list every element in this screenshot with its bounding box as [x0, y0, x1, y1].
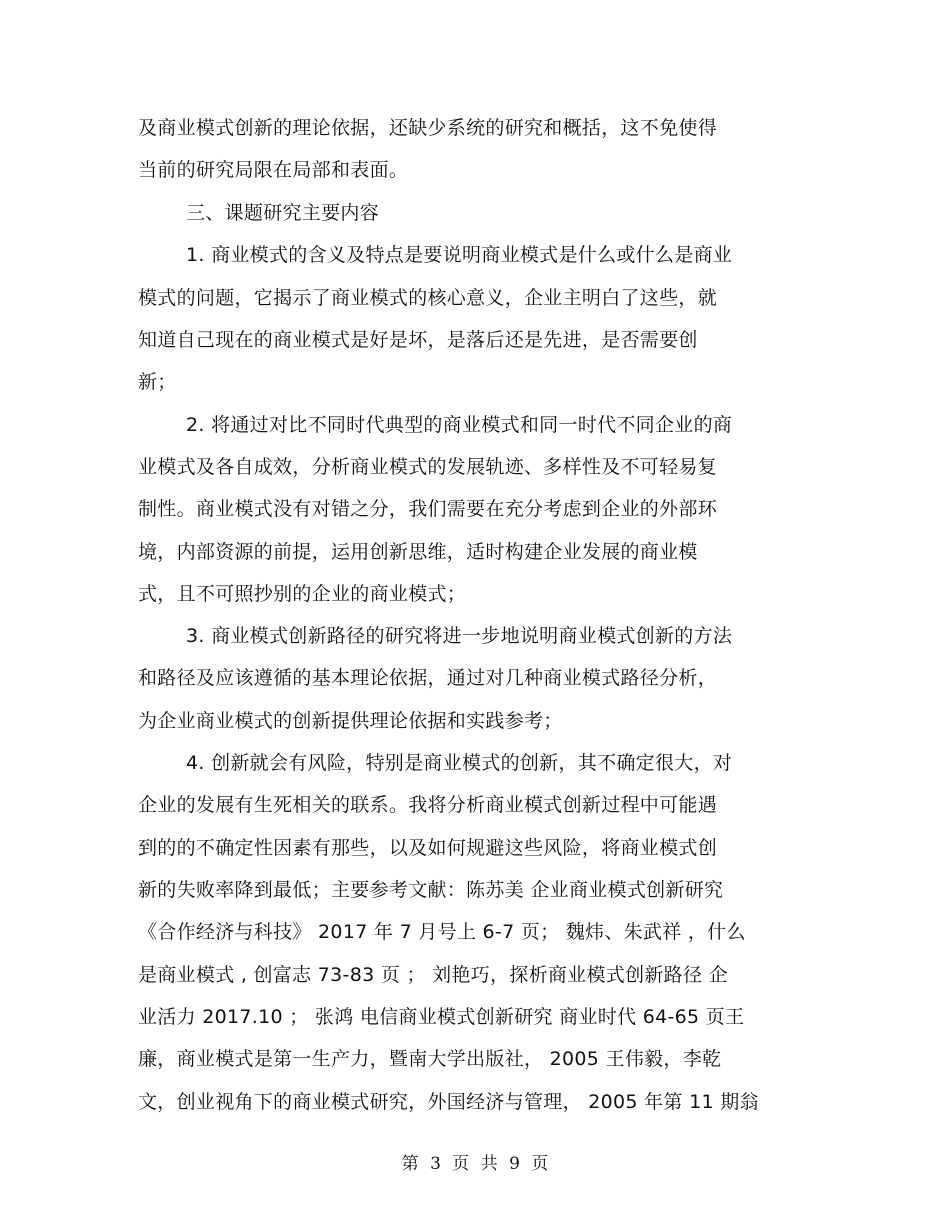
paragraph-line-11: 境，内部资源的前提，运用创新思维，适时构建企业发展的商业模 [138, 541, 698, 563]
paragraph-line-4: 1. 商业模式的含义及特点是要说明商业模式是什么或什么是商业 [186, 244, 733, 266]
paragraph-line-2: 当前的研究局限在局部和表面。 [138, 159, 409, 181]
paragraph-line-6: 知道自己现在的商业模式是好是坏，是落后还是先进，是否需要创 [138, 329, 698, 351]
paragraph-line-19: 新的失败率降到最低；主要参考文献：陈苏美 企业商业模式创新研究 [138, 879, 724, 901]
paragraph-line-12: 式，且不可照抄别的企业的商业模式； [138, 583, 467, 605]
paragraph-line-1: 及商业模式创新的理论依据，还缺少系统的研究和概括，这不免使得 [138, 117, 718, 139]
paragraph-line-21: 是商业模式 , 创富志 73-83 页 ； 刘艳巧，探析商业模式创新路径 企 [138, 964, 728, 986]
paragraph-line-15: 为企业商业模式的创新提供理论依据和实践参考； [138, 710, 563, 732]
paragraph-line-14: 和路径及应该遵循的基本理论依据，通过对几种商业模式路径分析， [138, 667, 718, 689]
paragraph-line-20: 《合作经济与科技》 2017 年 7 月号上 6-7 页； 魏炜、朱武祥 ，什么 [138, 921, 746, 943]
paragraph-line-9: 业模式及各自成效，分析商业模式的发展轨迹、多样性及不可轻易复 [138, 456, 718, 478]
paragraph-line-17: 企业的发展有生死相关的联系。我将分析商业模式创新过程中可能遇 [138, 794, 718, 816]
paragraph-line-5: 模式的问题，它揭示了商业模式的核心意义，企业主明白了这些，就 [138, 287, 718, 309]
paragraph-line-22: 业活力 2017.10 ； 张鸿 电信商业模式创新研究 商业时代 64-65 页王 [138, 1006, 745, 1028]
paragraph-line-8: 2. 将通过对比不同时代典型的商业模式和同一时代不同企业的商 [186, 414, 733, 436]
paragraph-line-13: 3. 商业模式创新路径的研究将进一步地说明商业模式创新的方法 [186, 625, 733, 647]
paragraph-line-23: 廉，商业模式是第一生产力，暨南大学出版社， 2005 王伟毅，李乾 [138, 1048, 722, 1070]
paragraph-line-16: 4. 创新就会有风险，特别是商业模式的创新，其不确定很大，对 [186, 752, 733, 774]
paragraph-line-24: 文，创业视角下的商业模式研究，外国经济与管理， 2005 年第 11 期翁 [138, 1091, 759, 1113]
section-heading: 三、课题研究主要内容 [186, 202, 380, 224]
page-footer: 第 3 页 共 9 页 [401, 1154, 549, 1174]
paragraph-line-10: 制性。商业模式没有对错之分，我们需要在充分考虑到企业的外部环 [138, 498, 718, 520]
paragraph-line-7: 新； [138, 371, 177, 393]
paragraph-line-18: 到的的不确定性因素有那些，以及如何规避这些风险，将商业模式创 [138, 837, 718, 859]
